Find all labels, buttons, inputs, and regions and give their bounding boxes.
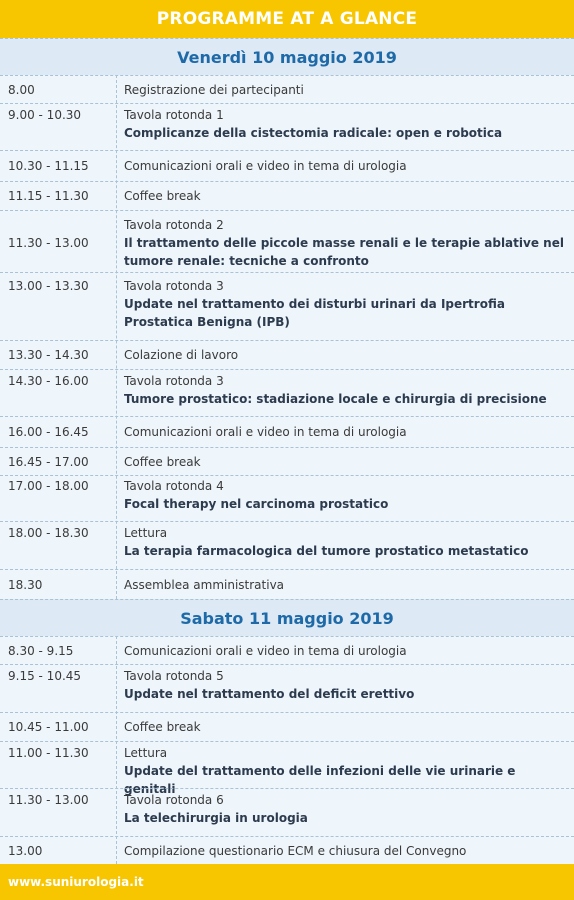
row-subtitle: Lettura [124, 746, 168, 760]
row-time: 9.15 - 10.45 [8, 669, 82, 683]
row-title: Focal therapy nel carcinoma prostatico [124, 497, 389, 511]
row-time: 18.30 [8, 578, 43, 592]
row-time: 10.45 - 11.00 [8, 720, 89, 734]
row-title: Update del trattamento delle infezioni delle vie urinarie e genitali [124, 764, 516, 796]
row-description [124, 524, 564, 560]
row-description [124, 718, 564, 736]
schedule-row [0, 210, 574, 272]
row-subtitle: Assemblea amministrativa [124, 578, 285, 592]
row-title: La telechirurgia in urologia [124, 811, 308, 825]
programme-banner [0, 0, 574, 38]
row-subtitle: Lettura [124, 526, 168, 540]
row-title: Il trattamento delle piccole masse renali e le terapie ablative nel tumore renale: tecniche a confronto [124, 236, 564, 268]
schedule-row [0, 103, 574, 150]
schedule-row [0, 369, 574, 416]
row-time: 13.00 - 13.30 [8, 279, 89, 293]
row-description [124, 642, 564, 660]
row-subtitle: Tavola rotonda 5 [124, 669, 224, 683]
row-subtitle: Comunicazioni orali e video in tema di urologia [124, 159, 407, 173]
row-subtitle: Tavola rotonda 4 [124, 479, 224, 493]
schedule-row [0, 272, 574, 340]
row-description [124, 187, 564, 205]
row-time: 11.00 - 11.30 [8, 746, 89, 760]
schedule-row [0, 75, 574, 103]
day-title: Venerdì 10 maggio 2019 [177, 47, 397, 67]
row-description [124, 216, 564, 270]
row-time: 13.30 - 14.30 [8, 348, 89, 362]
row-time: 10.30 - 11.15 [8, 159, 89, 173]
website-link[interactable]: www.suniurologia.it [8, 875, 144, 889]
row-subtitle: Tavola rotonda 3 [124, 279, 224, 293]
row-time: 11.15 - 11.30 [8, 189, 89, 203]
row-time: 17.00 - 18.00 [8, 479, 89, 493]
row-description [124, 277, 564, 331]
schedule-row [0, 664, 574, 712]
row-subtitle: Tavola rotonda 1 [124, 108, 224, 122]
row-subtitle: Tavola rotonda 2 [124, 218, 224, 232]
row-description [124, 842, 564, 860]
row-time: 16.00 - 16.45 [8, 425, 89, 439]
row-title: La terapia farmacologica del tumore prostatico metastatico [124, 544, 529, 558]
row-description [124, 423, 564, 441]
row-description [124, 157, 564, 175]
row-subtitle: Tavola rotonda 3 [124, 374, 224, 388]
schedule-row [0, 712, 574, 741]
row-time: 13.00 [8, 844, 43, 858]
row-time: 8.30 - 9.15 [8, 644, 74, 658]
row-time: 11.30 - 13.00 [8, 236, 89, 250]
schedule-row [0, 447, 574, 475]
row-description [124, 106, 564, 142]
row-time: 18.00 - 18.30 [8, 526, 89, 540]
row-subtitle: Tavola rotonda 6 [124, 793, 224, 807]
row-description [124, 81, 564, 99]
row-time: 8.00 [8, 83, 35, 97]
schedule-row [0, 569, 574, 599]
row-title: Tumore prostatico: stadiazione locale e chirurgia di precisione [124, 392, 547, 406]
schedule-row [0, 150, 574, 181]
row-description [124, 477, 564, 513]
row-subtitle: Registrazione dei partecipanti [124, 83, 304, 97]
schedule-row [0, 741, 574, 796]
row-subtitle: Comunicazioni orali e video in tema di urologia [124, 644, 407, 658]
row-subtitle: Coffee break [124, 189, 201, 203]
row-description [124, 791, 564, 827]
programme-title: PROGRAMME AT A GLANCE [156, 9, 418, 29]
schedule-row [0, 340, 574, 369]
schedule-row [0, 636, 574, 664]
row-time: 11.30 - 13.00 [8, 793, 89, 807]
schedule-row [0, 416, 574, 447]
day-heading-2 [0, 599, 574, 636]
schedule-row [0, 836, 574, 864]
row-time: 14.30 - 16.00 [8, 374, 89, 388]
row-description [124, 346, 564, 364]
row-subtitle: Colazione di lavoro [124, 348, 239, 362]
row-title: Update nel trattamento del deficit erettivo [124, 687, 415, 701]
schedule-row [0, 521, 574, 569]
row-subtitle: Compilazione questionario ECM e chiusura del Convegno [124, 844, 467, 858]
schedule-row [0, 475, 574, 521]
row-description [124, 667, 564, 703]
row-subtitle: Comunicazioni orali e video in tema di urologia [124, 425, 407, 439]
row-title: Update nel trattamento dei disturbi urinari da Ipertrofia Prostatica Benigna (IPB) [124, 297, 505, 329]
row-description [124, 372, 564, 408]
schedule-row [0, 788, 574, 836]
row-time: 9.00 - 10.30 [8, 108, 82, 122]
row-description [124, 453, 564, 471]
row-title: Complicanze della cistectomia radicale: open e robotica [124, 126, 503, 140]
row-description [124, 576, 564, 594]
footer-bar [0, 864, 574, 900]
row-subtitle: Coffee break [124, 720, 201, 734]
schedule-row [0, 181, 574, 210]
day-heading-1 [0, 38, 574, 75]
row-time: 16.45 - 17.00 [8, 455, 89, 469]
row-subtitle: Coffee break [124, 455, 201, 469]
day-title: Sabato 11 maggio 2019 [180, 608, 394, 628]
